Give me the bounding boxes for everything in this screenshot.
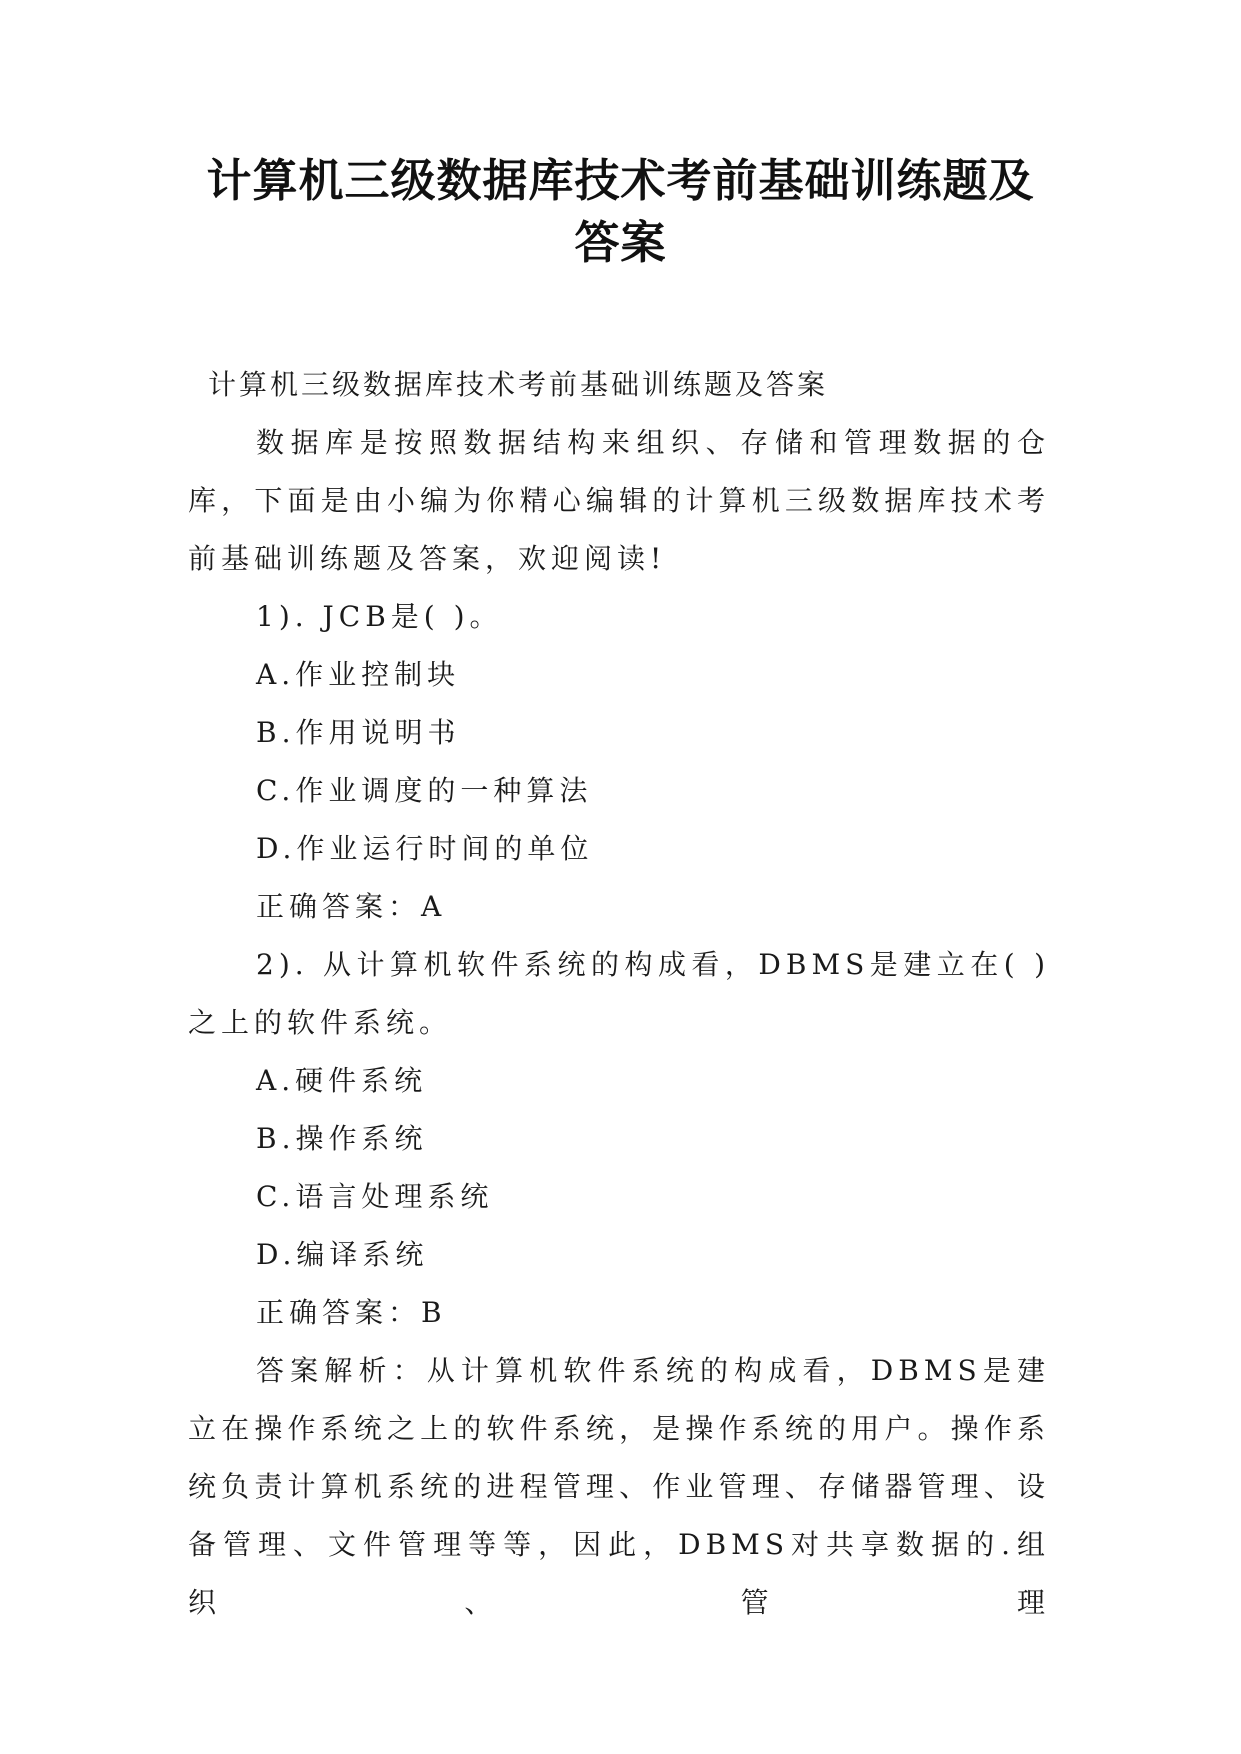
question-1-option-d: D.作业运行时间的单位 <box>256 832 594 865</box>
question-2-option-b: B.操作系统 <box>256 1122 428 1155</box>
question-2-option-a: A.硬件系统 <box>256 1064 428 1097</box>
question-1-answer: 正确答案：A <box>256 890 447 923</box>
question-2-analysis: 答案解析：从计算机软件系统的构成看，DBMS是建立在操作系统之上的软件系统，是操作系统的用户。操作系统负责计算机系统的进程管理、作业管理、存储器管理、设备管理、文件管理等等，因此，DBMS对共享数据的.组织、管理 <box>188 1354 1050 1619</box>
intro-paragraph: 数据库是按照数据结构来组织、存储和管理数据的仓库，下面是由小编为你精心编辑的计算机三级数据库技术考前基础训练题及答案，欢迎阅读! <box>188 426 1050 575</box>
question-2-option-d: D.编译系统 <box>256 1238 429 1271</box>
document-body <box>188 356 1050 1632</box>
question-2-stem: 2). 从计算机软件系统的构成看，DBMS是建立在( )之上的软件系统。 <box>188 948 1050 1039</box>
question-2-option-c: C.语言处理系统 <box>256 1180 494 1213</box>
question-1-option-c: C.作业调度的一种算法 <box>256 774 593 807</box>
question-1-option-a: A.作业控制块 <box>256 658 461 691</box>
document-title: 计算机三级数据库技术考前基础训练题及答案 <box>206 154 1035 269</box>
question-1-option-b: B.作用说明书 <box>256 716 461 749</box>
question-2-answer: 正确答案：B <box>256 1296 447 1329</box>
question-1-stem: 1). JCB是( )。 <box>256 600 503 633</box>
document-subtitle: 计算机三级数据库技术考前基础训练题及答案 <box>208 368 829 401</box>
